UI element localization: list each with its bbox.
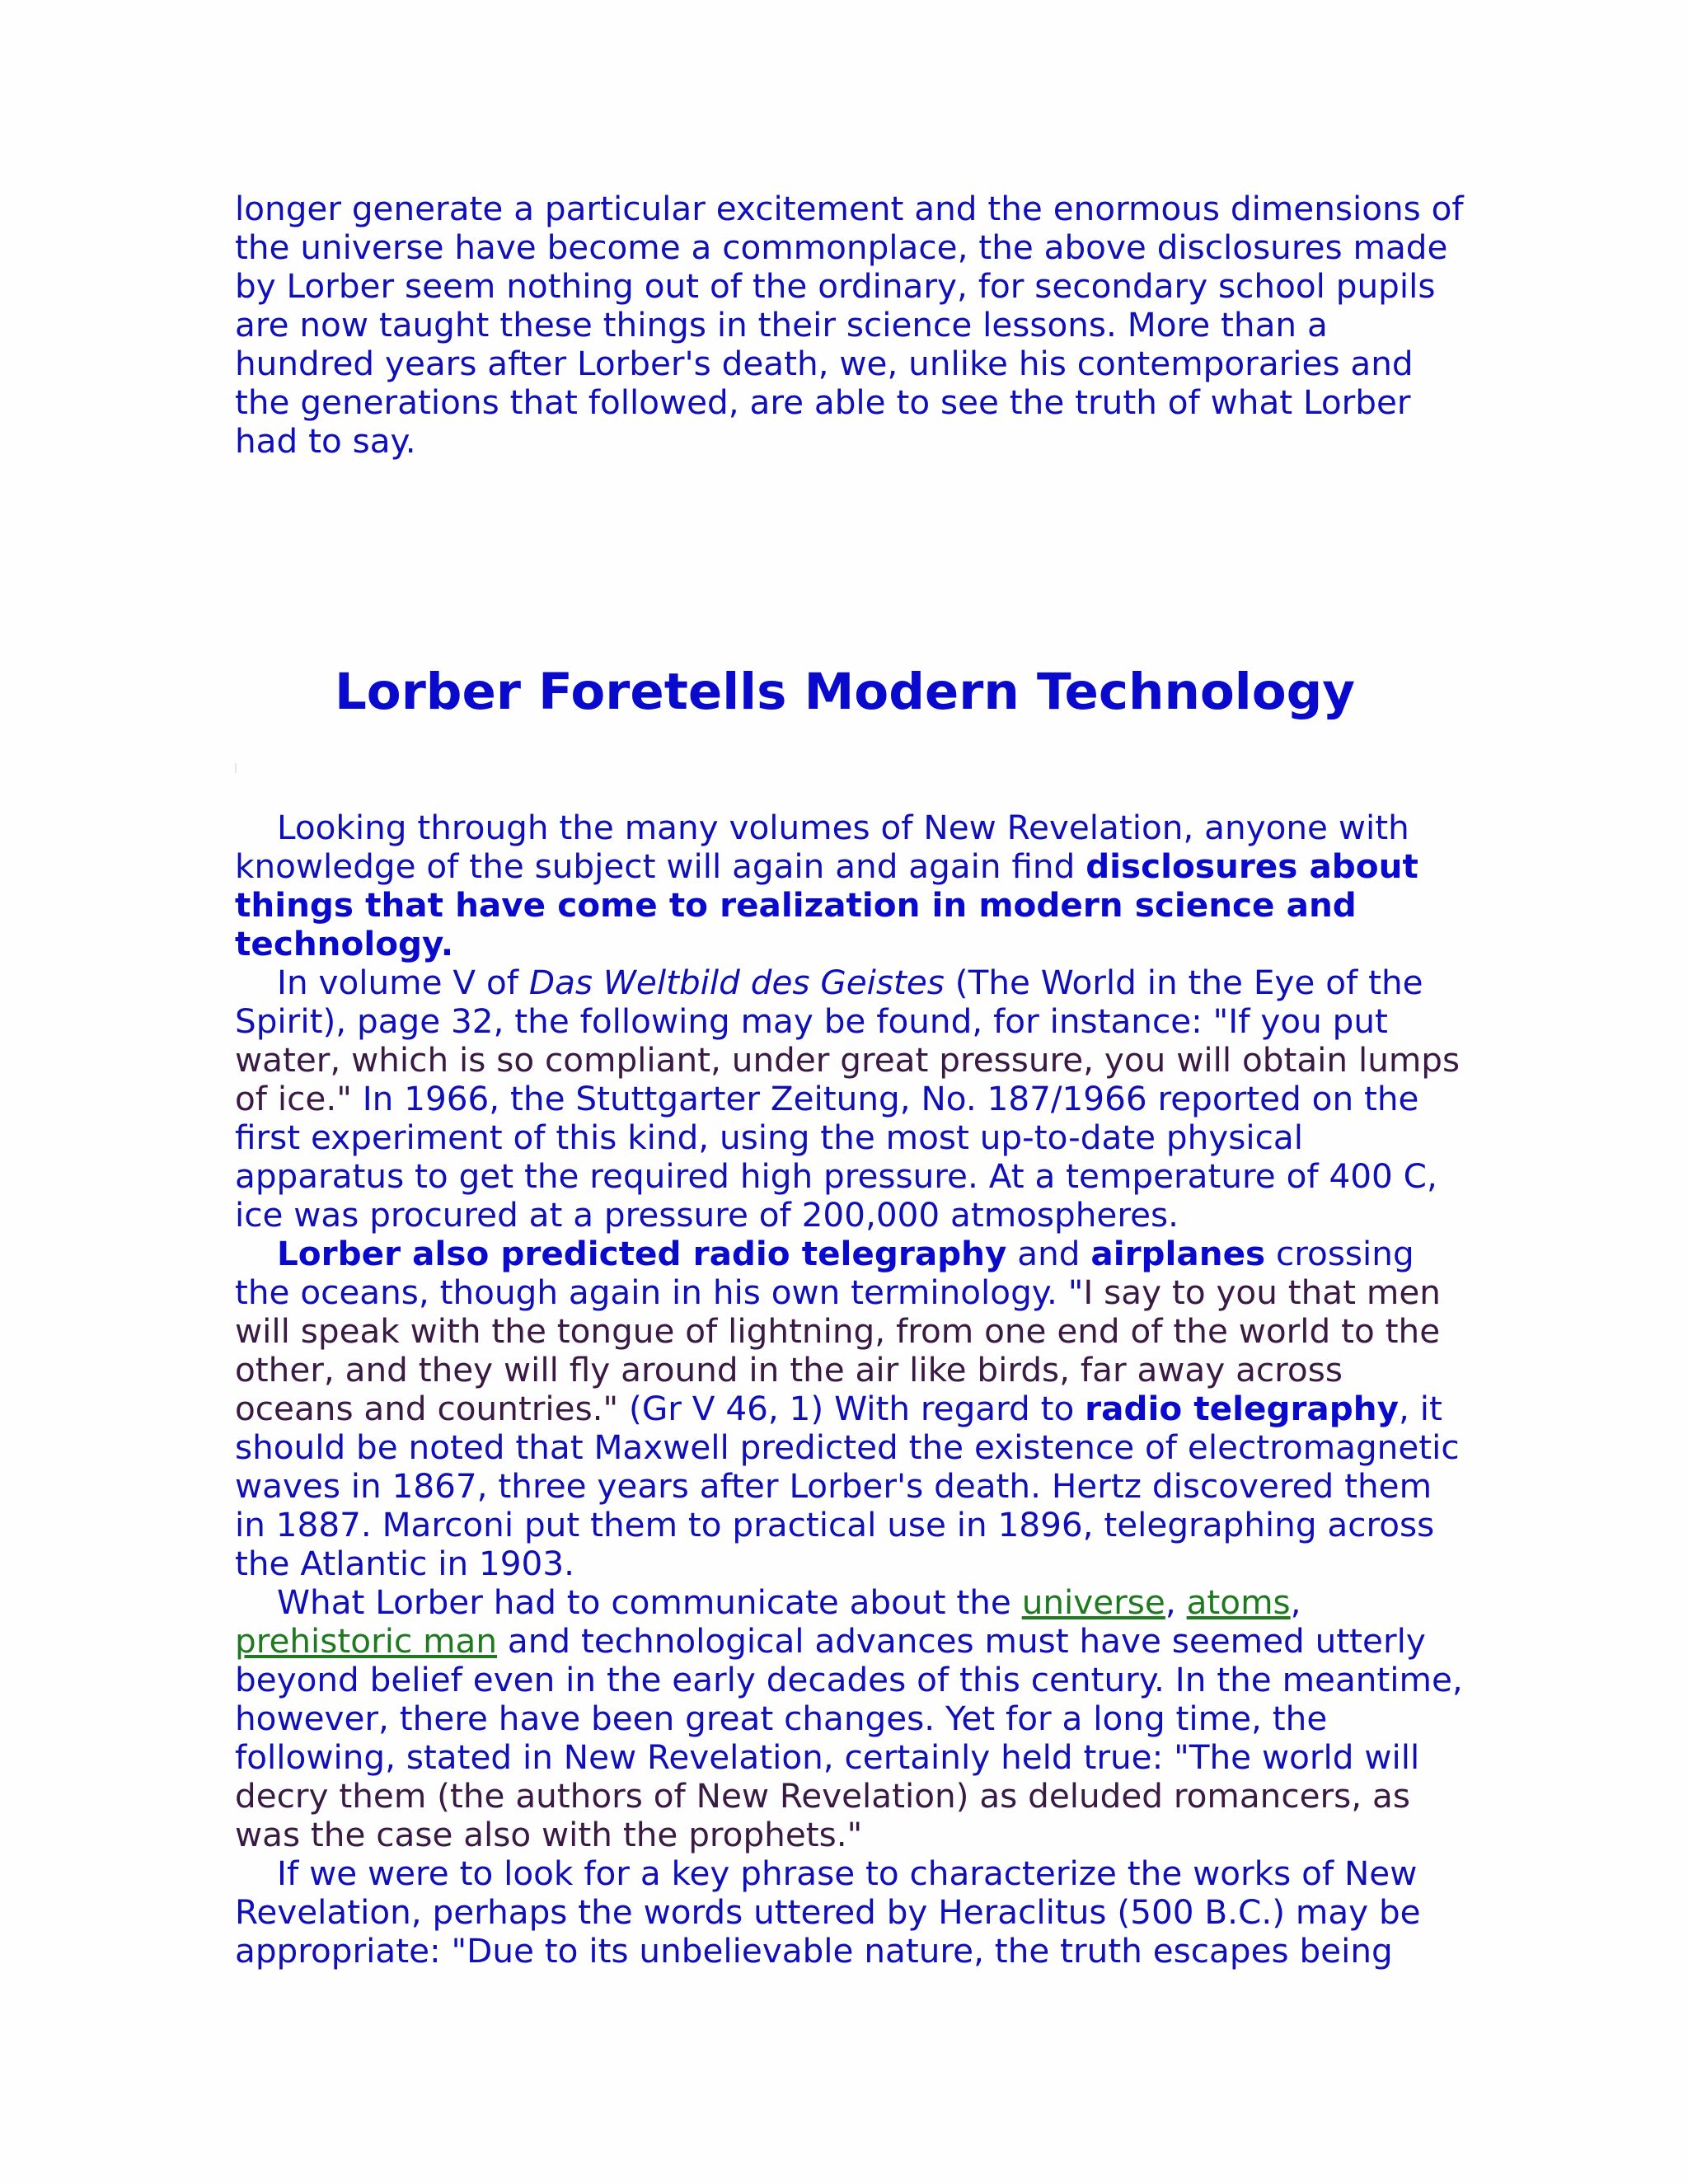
paragraph-4 (235, 1583, 1471, 1854)
p2-text-1: In volume V of (277, 963, 529, 1002)
intro-paragraph: longer generate a particular excitement and the enormous dimensions of the universe have become a commonplace, the above disclosures made by Lorber seem nothing out of the ordinary, for secondary school pupils are now taught these things in their science lessons. More than a hundred years after Lorber's death, we, unlike his contemporaries and the generations that followed, are able to see the truth of what Lorber had to say. (235, 189, 1464, 461)
p4-sep-1: , (1165, 1582, 1187, 1622)
section-body (235, 808, 1471, 1971)
p4-sep-2: , (1290, 1582, 1301, 1622)
p3-text-3: (Gr V 46, 1) With regard to (618, 1389, 1085, 1428)
paragraph-5 (235, 1854, 1471, 1971)
prehistoric-man-link[interactable]: prehistoric man (235, 1621, 498, 1661)
paragraph-3 (235, 1235, 1471, 1583)
p2-text-3: In 1966, the Stuttgarter Zeitung, No. 187/1966 reported on the first experiment of this kind, using the most up-to-date physical apparatus to get the required high pressure. At a temperature of 400 C, ice was procured at a pressure of 200,000 atmospheres. (235, 1079, 1437, 1235)
p1-bold: disclosures about things that have come to realization in modern science and technology. (235, 846, 1418, 963)
universe-link[interactable]: universe (1021, 1582, 1165, 1622)
paragraph-2 (235, 963, 1471, 1235)
p2-text-2: (The World in the Eye of the Spirit), page 32, the following may be found, for instance: "If you put (235, 963, 1423, 1041)
p2-book-title: Das Weltbild des Geistes (528, 963, 945, 1002)
p3-bold-1: Lorber also predicted radio telegraphy (277, 1234, 1007, 1273)
p3-text-1: and (1006, 1234, 1091, 1273)
p1-text: Looking through the many volumes of New Revelation, anyone with knowledge of the subject will again and again find (235, 808, 1409, 886)
p4-text-2: and technological advances must have seemed utterly beyond belief even in the early decades of this century. In the meantime, however, there have been great changes. Yet for a long time, the following, stated in New Revelation, certainly held true: "The world will (235, 1621, 1463, 1777)
section-title: Lorber Foretells Modern Technology (334, 663, 1356, 721)
p3-bold-2: airplanes (1090, 1234, 1266, 1273)
section-divider (235, 763, 237, 773)
atoms-link[interactable]: atoms (1186, 1582, 1291, 1622)
p2-quote: water, which is so compliant, under great pressure, you will obtain lumps of ice." (235, 1040, 1461, 1118)
p3-bold-3: radio telegraphy (1085, 1389, 1399, 1428)
p3-text-4: , it should be noted that Maxwell predicted the existence of electromagnetic waves in 1867, three years after Lorber's death. Hertz discovered them in 1887. Marconi put them to practical use in 1896, telegraphing across the Atlantic in 1903. (235, 1389, 1460, 1583)
p4-text-1: What Lorber had to communicate about the (277, 1582, 1022, 1622)
p3-quote: I say to you that men will speak with the tongue of lightning, from one end of the world to the other, and they will fly around in the air like birds, far away across oceans and countries." (235, 1272, 1441, 1428)
document-page (235, 189, 1471, 1971)
p5-text: If we were to look for a key phrase to characterize the works of New Revelation, perhaps the words uttered by Heraclitus (500 B.C.) may be appropriate: "Due to its unbelievable nature, the truth escapes being (235, 1854, 1421, 1971)
p3-text-2: crossing the oceans, though again in his own terminology. " (235, 1234, 1414, 1312)
paragraph-1 (235, 808, 1471, 963)
p4-quote: decry them (the authors of New Revelation) as deluded romancers, as was the case also with the prophets." (235, 1776, 1410, 1854)
